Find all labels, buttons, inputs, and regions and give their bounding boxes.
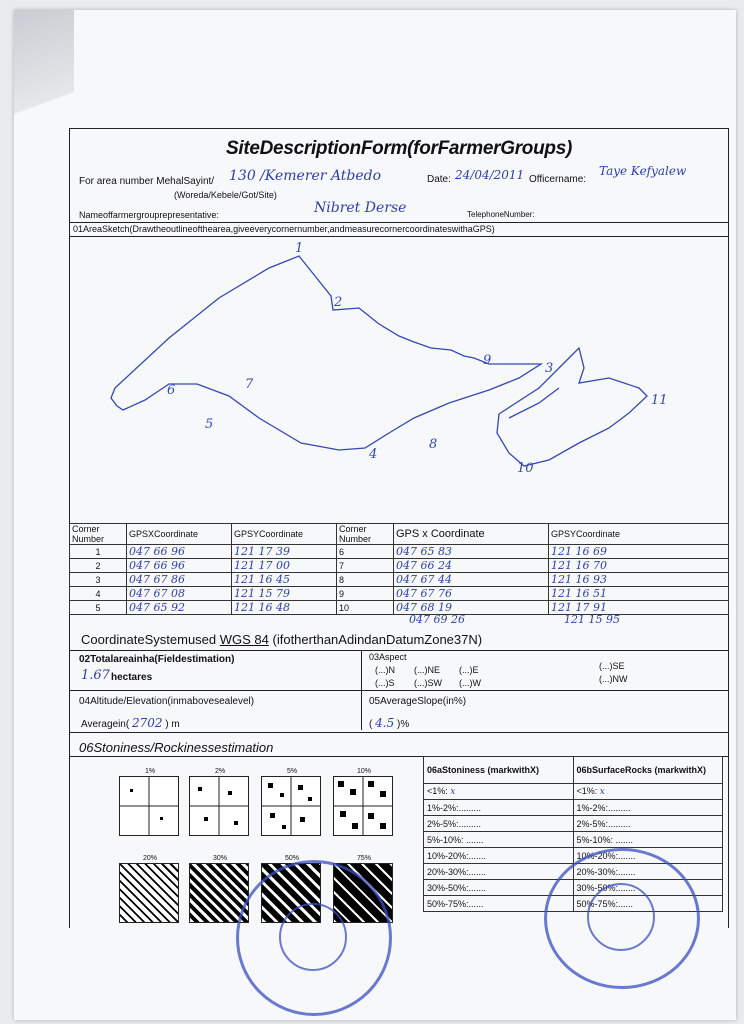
table-row — [424, 832, 723, 848]
extra-y-value[interactable]: 121 15 95 — [564, 613, 620, 626]
stoniness-a-row[interactable]: 10%-20%:....... — [424, 848, 574, 864]
rule-sketch-top — [69, 222, 729, 223]
corner-number: 2 — [70, 559, 127, 573]
pattern-1-graphic — [120, 777, 178, 835]
pattern-label-1: 1% — [145, 768, 156, 775]
sketch-main-polygon — [111, 256, 541, 450]
sketch-labels — [167, 241, 668, 476]
coordsys-label: CoordinateSystemused — [81, 632, 217, 647]
gps-y-value[interactable]: 121 17 39 — [232, 545, 337, 559]
stoniness-a-row[interactable]: 20%-30%:....... — [424, 864, 574, 880]
gps-x-value[interactable]: 047 66 96 — [127, 545, 232, 559]
slope-value[interactable]: 4.5 — [375, 716, 395, 730]
sketch-label-4: 4 — [369, 447, 378, 462]
corner-number: 7 — [337, 559, 394, 573]
corner-number: 10 — [337, 601, 394, 615]
page-fold — [14, 10, 74, 160]
table-row — [424, 848, 723, 864]
aspect-ne[interactable]: (...)NE — [414, 665, 440, 675]
stoniness-pattern-2 — [189, 776, 249, 836]
stoniness-a-row[interactable]: 1%-2%:......... — [424, 800, 574, 816]
stoniness-b-row[interactable]: 50%-75%:...... — [573, 896, 723, 912]
altitude-prefix: Averagein( — [81, 719, 130, 730]
corner-number: 5 — [70, 601, 127, 615]
date-label: Date: — [427, 174, 451, 185]
gps-x-value[interactable]: 047 67 08 — [127, 587, 232, 601]
rule-sketch-header — [69, 236, 729, 237]
stoniness-b-row[interactable]: 5%-10%: ....... — [573, 832, 723, 848]
area-sketch — [69, 238, 729, 518]
stoniness-a-mark: x — [450, 787, 456, 797]
sketch-label-8: 8 — [429, 437, 438, 452]
rule-area-top — [69, 650, 729, 651]
altitude-value[interactable]: 2702 — [131, 716, 163, 730]
pattern-2-graphic — [190, 777, 248, 835]
area-value[interactable]: 130 /Kemerer Atbedo — [229, 168, 382, 184]
coords-header-y-b: GPSYCoordinate — [549, 524, 729, 545]
stoniness-a-row[interactable]: 2%-5%:......... — [424, 816, 574, 832]
gps-y-value[interactable]: 121 16 69 — [549, 545, 729, 559]
phone-label: TelephoneNumber: — [467, 210, 535, 219]
altitude-divider — [361, 690, 362, 730]
stoniness-row-label: <1%: — [427, 786, 448, 796]
pattern-label-50: 50% — [285, 855, 300, 862]
sketch-label: 01AreaSketch(Drawtheoutlineofthearea,giveeverycornernumber,andmeasurecornercoordinateswithaGPS) — [73, 224, 495, 234]
stoniness-header-row — [424, 757, 723, 784]
gps-y-value[interactable]: 121 16 48 — [232, 601, 337, 615]
officer-label: Officername: — [529, 174, 587, 185]
stoniness-b-mark: x — [599, 787, 605, 797]
coords-header-corner-b: Corner Number — [337, 524, 394, 545]
corner-number: 8 — [337, 573, 394, 587]
table-row — [70, 587, 729, 601]
gps-y-value[interactable]: 121 16 45 — [232, 573, 337, 587]
area-ha-value[interactable]: 1.67 — [81, 668, 110, 683]
extra-x-value[interactable]: 047 69 26 — [409, 613, 465, 626]
sketch-outline — [111, 256, 647, 466]
coordsys-note: (ifotherthanAdindanDatumZone37N) — [272, 632, 483, 647]
aspect-e[interactable]: (...)E — [459, 665, 479, 675]
pattern-10-graphic — [334, 777, 392, 835]
coords-header-y-a: GPSYCoordinate — [232, 524, 337, 545]
stoniness-col-b: 06bSurfaceRocks (markwithX) — [573, 757, 723, 784]
table-row — [70, 573, 729, 587]
aspect-sw[interactable]: (...)SW — [414, 678, 442, 688]
pattern-label-2: 2% — [215, 768, 226, 775]
aspect-se[interactable]: (...)SE — [599, 661, 625, 671]
form-page — [14, 10, 736, 1020]
stoniness-pattern-1 — [119, 776, 179, 836]
stamp-inner-ring — [279, 903, 347, 971]
area-ha-label: 02Totalareainha(Fieldestimation) — [79, 654, 235, 665]
aspect-nw[interactable]: (...)NW — [599, 674, 628, 684]
sketch-label-1: 1 — [295, 241, 304, 256]
form-title: SiteDescriptionForm(forFarmerGroups) — [225, 138, 573, 159]
date-value[interactable]: 24/04/2011 — [455, 168, 525, 182]
aspect-n[interactable]: (...)N — [375, 665, 395, 675]
stoniness-col-a: 06aStoniness (markwithX) — [424, 757, 574, 784]
corner-number: 3 — [70, 573, 127, 587]
corner-number: 1 — [70, 545, 127, 559]
sketch-label-3: 3 — [545, 361, 554, 376]
pattern-label-75: 75% — [357, 855, 372, 862]
rep-label: Nameoffarmergrouprepresentative: — [79, 210, 219, 220]
slope-prefix: ( — [369, 719, 373, 730]
slope-label: 05AverageSlope(in%) — [369, 696, 467, 707]
stoniness-b-row[interactable]: 30%-50%:....... — [573, 880, 723, 896]
slope-suffix: )% — [397, 719, 410, 730]
stoniness-b-lt1[interactable] — [573, 784, 723, 800]
stoniness-b-row[interactable]: 10%-20%:....... — [573, 848, 723, 864]
corner-number: 6 — [337, 545, 394, 559]
stoniness-b-row[interactable]: 1%-2%:......... — [573, 800, 723, 816]
pattern-label-5: 5% — [287, 768, 298, 775]
table-row — [424, 800, 723, 816]
gps-y-value[interactable]: 121 16 93 — [549, 573, 729, 587]
altitude-label: 04Altitude/Elevation(inmabovesealevel) — [79, 696, 255, 707]
stoniness-pattern-5 — [261, 776, 321, 836]
sketch-second-polygon — [497, 348, 647, 466]
stoniness-heading: 06Stoniness/Rockinessestimation — [79, 740, 274, 755]
coords-header-x-b: GPS x Coordinate — [394, 524, 549, 545]
stamp-inner-ring — [587, 883, 655, 951]
corner-number: 4 — [70, 587, 127, 601]
stoniness-a-lt1[interactable] — [424, 784, 574, 800]
table-row — [424, 784, 723, 800]
sketch-label-7: 7 — [245, 377, 254, 392]
site-description-form — [69, 128, 729, 928]
gps-x-value[interactable]: 047 68 19 — [394, 601, 549, 615]
stoniness-pattern-20 — [119, 863, 179, 923]
form-border-top — [69, 128, 729, 129]
coordsys-row — [81, 632, 482, 647]
stoniness-a-row[interactable]: 30%-50%:....... — [424, 880, 574, 896]
gps-x-value[interactable]: 047 66 24 — [394, 559, 549, 573]
gps-x-value[interactable]: 047 67 44 — [394, 573, 549, 587]
gps-y-value[interactable]: 121 17 91 — [549, 601, 729, 615]
corner-number: 9 — [337, 587, 394, 601]
area-label: For area number MehalSayint/ — [79, 176, 215, 187]
rule-altitude-top — [69, 690, 729, 691]
stoniness-a-row[interactable]: 50%-75%:...... — [424, 896, 574, 912]
pattern-label-30: 30% — [213, 855, 228, 862]
gps-y-value[interactable]: 121 15 79 — [232, 587, 337, 601]
gps-x-value[interactable]: 047 65 92 — [127, 601, 232, 615]
pattern-label-10: 10% — [357, 768, 372, 775]
sketch-label-2: 2 — [334, 295, 343, 310]
area-sublabel: (Woreda/Kebele/Got/Site) — [174, 190, 277, 200]
officer-value[interactable]: Taye Kefyalew — [599, 164, 687, 178]
coordsys-value[interactable]: WGS 84 — [219, 632, 269, 647]
sketch-label-11: 11 — [651, 393, 668, 408]
gps-y-value[interactable]: 121 17 00 — [232, 559, 337, 573]
gps-x-value[interactable]: 047 67 86 — [127, 573, 232, 587]
gps-x-value[interactable]: 047 66 96 — [127, 559, 232, 573]
rep-value[interactable]: Nibret Derse — [314, 200, 407, 216]
pattern-label-20: 20% — [143, 855, 158, 862]
stoniness-a-row[interactable]: 5%-10%: ....... — [424, 832, 574, 848]
coords-header-corner-a: Corner Number — [70, 524, 127, 545]
coords-header-row — [70, 524, 729, 545]
table-row — [70, 601, 729, 615]
pattern-5-graphic — [262, 777, 320, 835]
altitude-row — [81, 716, 180, 730]
area-ha-unit: hectares — [111, 672, 153, 683]
area-divider — [361, 650, 362, 690]
rule-stoniness-top — [69, 732, 729, 733]
gps-x-value[interactable]: 047 65 83 — [394, 545, 549, 559]
sketch-label-10: 10 — [517, 461, 534, 476]
official-stamp-right — [544, 848, 700, 989]
gps-x-value[interactable]: 047 67 76 — [394, 587, 549, 601]
stoniness-b-row[interactable]: 20%-30%:....... — [573, 864, 723, 880]
aspect-s[interactable]: (...)S — [375, 678, 395, 688]
gps-y-value[interactable]: 121 16 70 — [549, 559, 729, 573]
sketch-label-9: 9 — [483, 353, 492, 368]
sketch-label-5: 5 — [205, 417, 214, 432]
stoniness-row-label: <1%: — [576, 786, 598, 796]
stoniness-pattern-10 — [333, 776, 393, 836]
gps-y-value[interactable]: 121 16 51 — [549, 587, 729, 601]
stoniness-b-row[interactable]: 2%-5%:......... — [573, 816, 723, 832]
altitude-suffix: ) m — [165, 719, 180, 730]
aspect-label: 03Aspect — [369, 652, 407, 662]
table-row — [70, 545, 729, 559]
official-stamp-left — [236, 860, 392, 1016]
aspect-w[interactable]: (...)W — [459, 678, 481, 688]
sketch-label-6: 6 — [167, 383, 176, 398]
coordinate-table — [69, 523, 729, 615]
table-row — [70, 559, 729, 573]
table-row — [424, 816, 723, 832]
coords-header-x-a: GPSXCoordinate — [127, 524, 232, 545]
slope-row — [369, 716, 409, 730]
